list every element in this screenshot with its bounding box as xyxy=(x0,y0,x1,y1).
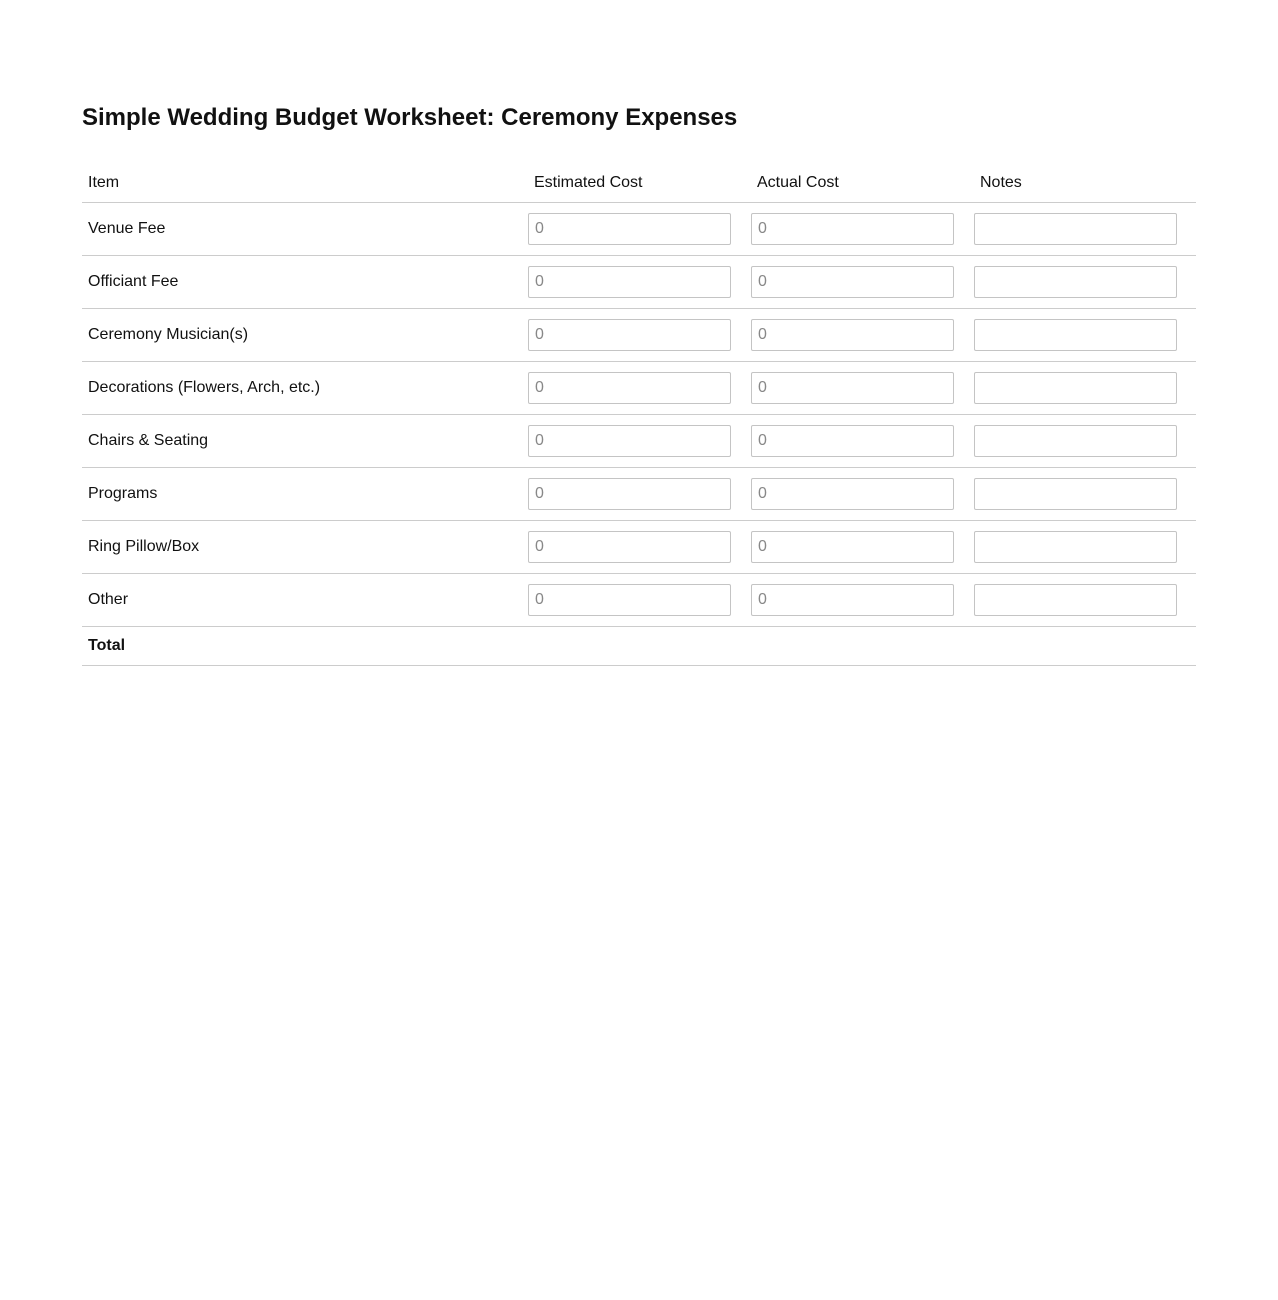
total-row xyxy=(82,627,1196,666)
notes-input[interactable] xyxy=(974,319,1177,351)
table-row xyxy=(82,203,1196,256)
actual-cost-input[interactable] xyxy=(751,372,954,404)
notes-input[interactable] xyxy=(974,584,1177,616)
table-header-row xyxy=(82,164,1196,203)
table-row xyxy=(82,309,1196,362)
actual-cost-input[interactable] xyxy=(751,213,954,245)
table-row xyxy=(82,256,1196,309)
actual-cost-input[interactable] xyxy=(751,584,954,616)
notes-input[interactable] xyxy=(974,372,1177,404)
estimated-cost-input[interactable] xyxy=(528,213,731,245)
table-row xyxy=(82,468,1196,521)
item-label: Programs xyxy=(82,468,528,521)
notes-input[interactable] xyxy=(974,425,1177,457)
estimated-cost-input[interactable] xyxy=(528,531,731,563)
column-header-estimated-cost: Estimated Cost xyxy=(528,164,751,203)
budget-table xyxy=(82,164,1196,666)
item-label: Ring Pillow/Box xyxy=(82,521,528,574)
estimated-cost-input[interactable] xyxy=(528,478,731,510)
table-row xyxy=(82,415,1196,468)
page-title: Simple Wedding Budget Worksheet: Ceremony Expenses xyxy=(82,104,738,131)
item-label: Officiant Fee xyxy=(82,256,528,309)
worksheet-container xyxy=(82,100,1196,666)
notes-input[interactable] xyxy=(974,213,1177,245)
total-actual-cost xyxy=(751,627,974,666)
notes-input[interactable] xyxy=(974,266,1177,298)
estimated-cost-input[interactable] xyxy=(528,266,731,298)
table-row xyxy=(82,574,1196,627)
actual-cost-input[interactable] xyxy=(751,531,954,563)
column-header-item: Item xyxy=(82,164,528,203)
actual-cost-input[interactable] xyxy=(751,478,954,510)
notes-input[interactable] xyxy=(974,478,1177,510)
estimated-cost-input[interactable] xyxy=(528,425,731,457)
total-estimated-cost xyxy=(528,627,751,666)
column-header-actual-cost: Actual Cost xyxy=(751,164,974,203)
item-label: Chairs & Seating xyxy=(82,415,528,468)
actual-cost-input[interactable] xyxy=(751,266,954,298)
total-notes xyxy=(974,627,1196,666)
estimated-cost-input[interactable] xyxy=(528,319,731,351)
item-label: Decorations (Flowers, Arch, etc.) xyxy=(82,362,528,415)
estimated-cost-input[interactable] xyxy=(528,372,731,404)
item-label: Venue Fee xyxy=(82,203,528,256)
table-row xyxy=(82,521,1196,574)
column-header-notes: Notes xyxy=(974,164,1196,203)
actual-cost-input[interactable] xyxy=(751,319,954,351)
table-row xyxy=(82,362,1196,415)
total-label: Total xyxy=(82,627,528,666)
notes-input[interactable] xyxy=(974,531,1177,563)
actual-cost-input[interactable] xyxy=(751,425,954,457)
item-label: Ceremony Musician(s) xyxy=(82,309,528,362)
item-label: Other xyxy=(82,574,528,627)
estimated-cost-input[interactable] xyxy=(528,584,731,616)
